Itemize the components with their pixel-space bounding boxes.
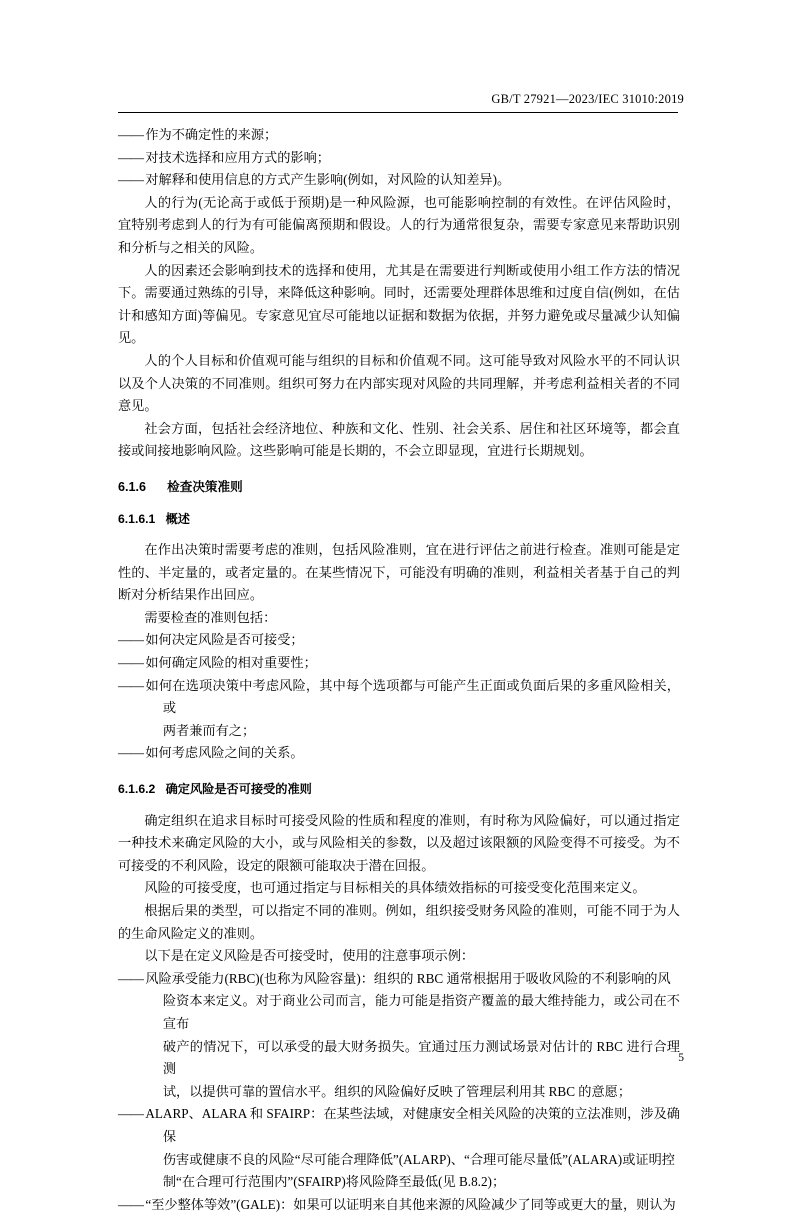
page-number: 5 [678,1052,684,1064]
spacer [118,499,680,508]
spacer [118,765,680,778]
list-item-continuation: 险资本来定义。对于商业公司而言，能力可能是指资产覆盖的最大维持能力，或公司在不宣布 [162,993,680,1031]
page-header: GB/T 27921—2023/IEC 31010:2019 [491,92,684,106]
section-title: 概述 [165,511,190,526]
dash-marker: —— [118,655,144,671]
paragraph: 人的行为(无论高于或低于预期)是一种风险源，也可能影响控制的有效性。在评估风险时，宜特别考虑到人的行为有可能偏离预期和假设。人的行为通常很复杂，需要专家意见来帮助识别和分析与之相关的风险。 [118,194,680,255]
section-number: 6.1.6.1 [118,511,156,526]
header-rule [118,112,678,113]
section-number: 6.1.6.2 [118,782,156,797]
paragraph: 人的因素还会影响到技术的选择和使用，尤其是在需要进行判断或使用小组工作方法的情况下。需要通过熟练的引导，来降低这种影响。同时，还需要处理群体思维和过度自信(例如，在估计和感知方面)等偏见。专家意见宜尽可能地以证据和数据为依据，并努力避免或尽量减少认知偏见。 [118,262,680,346]
dash-marker: —— [118,149,144,165]
section-title: 确定风险是否可接受的准则 [165,782,312,797]
list-item: —— 风险承受能力(RBC)(也称为风险容量)：组织的 RBC 通常根据用于吸收风险的不利影响的风 [118,970,671,986]
section-heading-6-1-6-1 [118,508,680,531]
dash-marker: —— [118,1106,144,1122]
dash-marker: —— [118,127,144,142]
list-item: —— 作为不确定性的来源； [118,127,278,142]
list-item: —— “至少整体等效”(GALE)：如果可以证明来自其他来源的风险减少了同等或更大的量，则认为 [118,1196,676,1212]
dash-marker: —— [118,1196,144,1212]
spacer [118,463,680,476]
section-heading-6-1-6-2 [118,778,680,801]
list-item-continuation: 试，以提供可靠的置信水平。组织的风险偏好反映了管理层利用其 RBC 的意愿； [162,1083,632,1099]
list-item: —— ALARP、ALARA 和 SFAIRP：在某些法域，对健康安全相关风险的决策的立法准则，涉及确保 [118,1106,680,1144]
paragraph: 需要检查的准则包括： [144,609,277,625]
paragraph: 确定组织在追求目标时可接受风险的性质和程度的准则，有时称为风险偏好，可以通过指定一种技术来确定风险的大小，或与风险相关的参数，以及超过该限额的风险变得不可接受。为不可接受的不利风险，设定的限额可能取决于潜在回报。 [118,812,680,873]
paragraph: 人的个人目标和价值观可能与组织的目标和价值观不同。这可能导致对风险水平的不同认识以及个人决策的不同准则。组织可努力在内部实现对风险的共同理解，并考虑利益相关者的不同意见。 [118,352,680,414]
page-content [118,124,680,1216]
section-title: 检查决策准则 [167,479,243,494]
list-item: —— 如何决定风险是否可接受； [118,632,304,648]
dash-marker: —— [118,677,144,693]
list-item: —— 如何确定风险的相对重要性； [118,655,317,671]
list-item: —— 如何在选项决策中考虑风险，其中每个选项都与可能产生正面或负面后果的多重风险相关，或 [118,677,680,716]
section-number: 6.1.6 [118,479,147,494]
list-item-continuation: 制“在合理可行范围内”(SFAIRP)将风险降至最低(见 B.8.2)； [162,1174,506,1190]
section-heading-6-1-6 [118,476,680,499]
dash-marker: —— [118,745,144,761]
dash-marker: —— [118,172,144,188]
list-item-continuation: 两者兼而有之； [162,722,256,738]
list-item-continuation: 伤害或健康不良的风险“尽可能合理降低”(ALARP)、“合理可能尽量低”(ALARA)或证明控 [162,1151,675,1167]
list-item: —— 如何考虑风险之间的关系。 [118,745,304,761]
spacer [118,530,680,539]
spacer [118,801,680,810]
paragraph: 在作出决策时需要考虑的准则，包括风险准则，宜在进行评估之前进行检查。准则可能是定性的、半定量的，或者定量的。在某些情况下，可能没有明确的准则，利益相关者基于自己的判断对分析结果作出回应。 [118,542,680,603]
paragraph: 社会方面，包括社会经济地位、种族和文化、性别、社会关系、居住和社区环境等，都会直接或间接地影响风险。这些影响可能是长期的，不会立即显现，宜进行长期规划。 [118,420,680,459]
list-item: —— 对技术选择和应用方式的影响； [118,149,330,165]
dash-marker: —— [118,970,144,986]
list-item: —— 对解释和使用信息的方式产生影响(例如，对风险的认知差异)。 [118,172,511,188]
dash-marker: —— [118,632,144,648]
list-item-continuation: 破产的情况下，可以承受的最大财务损失。宜通过压力测试场景对估计的 RBC 进行合理测 [162,1038,680,1077]
paragraph: 风险的可接受度，也可通过指定与目标相关的具体绩效指标的可接受变化范围来定义。 [144,880,646,896]
paragraph: 以下是在定义风险是否可接受时，使用的注意事项示例： [144,948,475,964]
paragraph: 根据后果的类型，可以指定不同的准则。例如，组织接受财务风险的准则，可能不同于为人的生命风险定义的准则。 [118,903,680,941]
